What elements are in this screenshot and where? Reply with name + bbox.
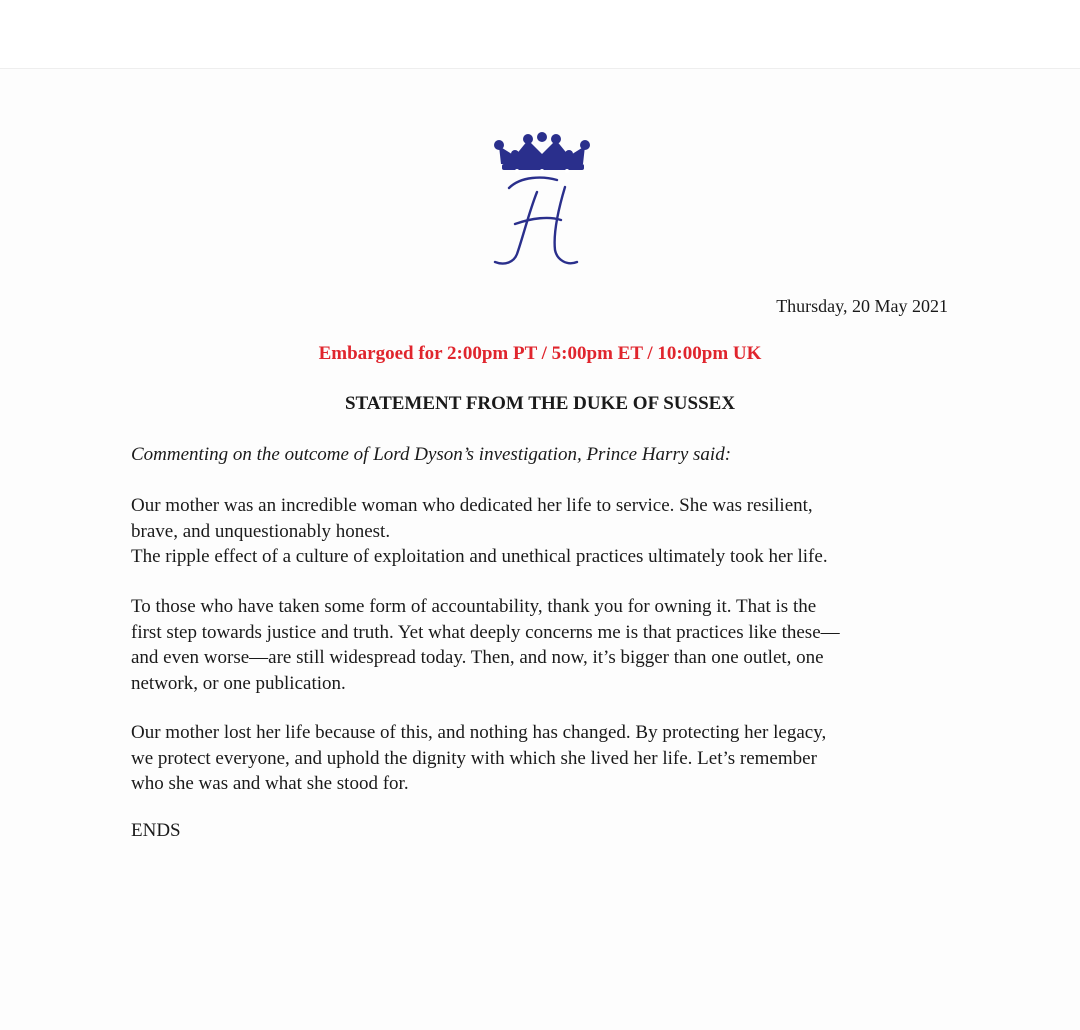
paragraph-line: brave, and unquestionably honest. [131,520,391,542]
crown-h-monogram-icon [487,132,597,272]
paragraph-line: Our mother lost her life because of this, and nothing has changed. By protecting her legacy, [131,722,827,743]
embargo-notice: Embargoed for 2:00pm PT / 5:00pm ET / 10:00pm UK [318,343,762,364]
paragraph-line: who she was and what she stood for. [131,773,409,794]
paragraph-line: Our mother was an incredible woman who dedicated her life to service. She was resilient, [131,495,813,516]
paragraph-line: The ripple effect of a culture of exploitation and unethical practices ultimately took her life. [131,546,828,567]
paragraph-line: To those who have taken some form of accountability, thank you for owning it. That is the [131,596,817,617]
ends-marker: ENDS [131,820,181,841]
paragraph-line: first step towards justice and truth. Yet what deeply concerns me is that practices like these— [131,621,840,643]
statement-date: Thursday, 20 May 2021 [776,296,948,316]
intro-line: Commenting on the outcome of Lord Dyson’s investigation, Prince Harry said: [131,444,732,465]
statement-heading: STATEMENT FROM THE DUKE OF SUSSEX [344,393,736,414]
paragraph-line: network, or one publication. [131,672,346,694]
paragraph-line: we protect everyone, and uphold the dignity with which she lived her life. Let’s remember [131,747,817,769]
paragraph-3 [131,720,946,797]
paragraph-1 [131,493,946,570]
paragraph-line: and even worse—are still widespread today. Then, and now, it’s bigger than one outlet, one [131,647,824,668]
paragraph-2 [131,594,946,696]
